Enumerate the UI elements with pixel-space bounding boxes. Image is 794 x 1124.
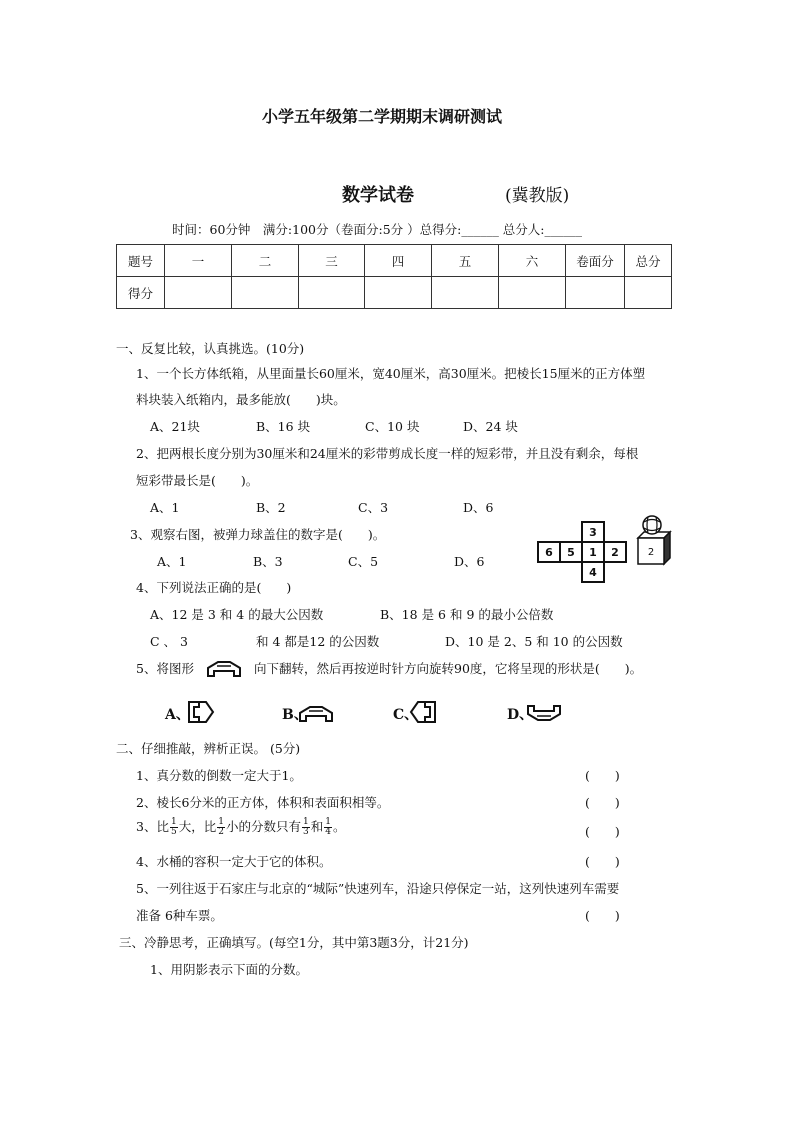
s2-q2-text: 2、棱长6分米的正方体，体积和表面积相等。 — [136, 795, 390, 810]
s1-q1-option-d[interactable]: D、24 块 — [463, 419, 518, 434]
s1-q1-option-c[interactable]: C、10 块 — [365, 419, 420, 434]
section2-heading: 二、仔细推敲，辨析正误。 (5分) — [116, 741, 301, 756]
s1-q2-option-b[interactable]: B、2 — [256, 500, 286, 515]
s1-q2-option-a[interactable]: A、1 — [150, 500, 180, 515]
s1-q5-text-after: 向下翻转，然后再按逆时针方向旋转90度，它将呈现的形状是( )。 — [254, 661, 643, 676]
fraction-one-quarter: $\frac{1}{4}$ — [325, 817, 331, 837]
s1-q5-option-b[interactable]: B、 — [282, 707, 308, 723]
exam-info: 时间：60分钟 满分:100分（卷面分:5分 ）总得分:______ 总分人:______ — [172, 222, 583, 237]
s1-q2-line1: 2、把两根长度分别为30厘米和24厘米的彩带剪成长度一样的短彩带，并且没有剩余，每根 — [136, 446, 639, 461]
table-cell: 四 — [365, 245, 432, 277]
fraction-one-fifth: $\frac{1}{5}$ — [170, 817, 177, 837]
score-table-score-row — [117, 277, 672, 309]
net-number: 4 — [589, 566, 597, 579]
score-input-cell[interactable] — [365, 277, 432, 309]
s1-q1-line2: 料块装入纸箱内，最多能放( )块。 — [136, 392, 346, 407]
s2-q1-text: 1、真分数的倒数一定大于1。 — [136, 768, 302, 783]
s2-q5-line1: 5、一列往返于石家庄与北京的“城际”快速列车，沿途只停保定一站，这列快速列车需要 — [136, 881, 620, 896]
s1-q2-option-d[interactable]: D、6 — [463, 500, 494, 515]
score-input-cell[interactable] — [566, 277, 625, 309]
shape-d-icon[interactable] — [524, 703, 564, 725]
text-part: 小的分数只有 — [225, 819, 301, 834]
s1-q2-line2: 短彩带最长是( )。 — [136, 473, 259, 488]
s2-q3-answer-bracket[interactable]: ( ) — [585, 824, 620, 839]
score-input-cell[interactable] — [232, 277, 299, 309]
text-part: 3、比 — [136, 819, 169, 834]
cube-net-figure — [534, 520, 630, 586]
s1-q3-option-a[interactable]: A、1 — [157, 554, 187, 569]
exam-title: 小学五年级第二学期期末调研测试 — [262, 107, 503, 126]
net-number: 5 — [567, 546, 575, 559]
shape-c-icon[interactable] — [408, 698, 438, 726]
s2-q1-answer-bracket[interactable]: ( ) — [585, 768, 620, 783]
s1-q5-option-c[interactable]: C、 — [393, 707, 419, 723]
s1-q4-option-b[interactable]: B、18 是 6 和 9 的最小公倍数 — [380, 607, 554, 622]
net-number: 6 — [545, 546, 553, 559]
table-cell: 总分 — [625, 245, 672, 277]
edition-label: (冀教版) — [505, 186, 570, 206]
section1-heading: 一、反复比较，认真挑选。(10分) — [116, 341, 305, 356]
s1-q3-option-c[interactable]: C、5 — [348, 554, 379, 569]
score-table — [116, 244, 672, 309]
table-cell: 题号 — [117, 245, 165, 277]
score-input-cell[interactable] — [165, 277, 232, 309]
score-table-header-row — [117, 245, 672, 277]
s2-q5-line2: 准备 6种车票。 — [136, 908, 223, 923]
text-part: 大，比 — [178, 819, 217, 834]
shape-original-icon — [204, 657, 244, 679]
score-input-cell[interactable] — [499, 277, 566, 309]
s1-q2-option-c[interactable]: C、3 — [358, 500, 389, 515]
section3-heading: 三、冷静思考，正确填写。(每空1分，其中第3题3分，计21分) — [119, 935, 469, 950]
score-input-cell[interactable] — [299, 277, 365, 309]
s1-q4-option-d[interactable]: D、10 是 2、5 和 10 的公因数 — [445, 634, 623, 649]
table-cell: 三 — [299, 245, 365, 277]
s2-q4-text: 4、水桶的容积一定大于它的体积。 — [136, 854, 332, 869]
shape-a-icon[interactable] — [186, 698, 216, 726]
text-part: 和 — [310, 819, 324, 834]
s2-q3-text — [136, 817, 345, 837]
s2-q5-answer-bracket[interactable]: ( ) — [585, 908, 620, 923]
s1-q4-text: 4、下列说法正确的是( ) — [136, 580, 292, 595]
ball-icon — [643, 516, 661, 534]
s1-q1-option-b[interactable]: B、16 块 — [256, 419, 311, 434]
s1-q1-line1: 1、一个长方体纸箱，从里面量长60厘米，宽40厘米，高30厘米。把棱长15厘米的正方体塑 — [136, 366, 646, 381]
table-cell: 得分 — [117, 277, 165, 309]
s1-q4-option-c-cont: 和 4 都是12 的公因数 — [256, 634, 380, 649]
s2-q4-answer-bracket[interactable]: ( ) — [585, 854, 620, 869]
table-cell: 六 — [499, 245, 566, 277]
score-input-cell[interactable] — [432, 277, 499, 309]
net-number: 1 — [589, 546, 597, 559]
s2-q2-answer-bracket[interactable]: ( ) — [585, 795, 620, 810]
s1-q3-option-d[interactable]: D、6 — [454, 554, 485, 569]
s1-q5-text-before: 5、将图形 — [136, 661, 194, 676]
s1-q5-option-d[interactable]: D、 — [507, 707, 534, 723]
s3-q1-text: 1、用阴影表示下面的分数。 — [150, 962, 308, 977]
cube-with-ball-figure — [634, 512, 674, 568]
net-number: 3 — [589, 526, 597, 539]
text-part: 。 — [332, 819, 346, 834]
s1-q5-option-a[interactable]: A、 — [165, 707, 190, 723]
shape-b-icon[interactable] — [296, 702, 336, 724]
table-cell: 卷面分 — [566, 245, 625, 277]
s1-q4-option-c[interactable]: C 、 3 — [150, 634, 188, 649]
table-cell: 二 — [232, 245, 299, 277]
s1-q3-text: 3、观察右图，被弹力球盖住的数字是( )。 — [130, 527, 386, 542]
s1-q1-option-a[interactable]: A、21块 — [150, 419, 200, 434]
s1-q4-option-a[interactable]: A、12 是 3 和 4 的最大公因数 — [150, 607, 324, 622]
cube-side-face — [664, 532, 670, 564]
fraction-one-third: $\frac{1}{3}$ — [302, 817, 309, 837]
score-input-cell[interactable] — [625, 277, 672, 309]
paper-subtitle: 数学试卷 — [342, 185, 414, 206]
table-cell: 五 — [432, 245, 499, 277]
table-cell: 一 — [165, 245, 232, 277]
net-number: 2 — [611, 546, 619, 559]
fraction-one-half: $\frac{1}{2}$ — [218, 817, 224, 837]
s1-q3-option-b[interactable]: B、3 — [253, 554, 283, 569]
cube-number: 2 — [647, 547, 655, 558]
